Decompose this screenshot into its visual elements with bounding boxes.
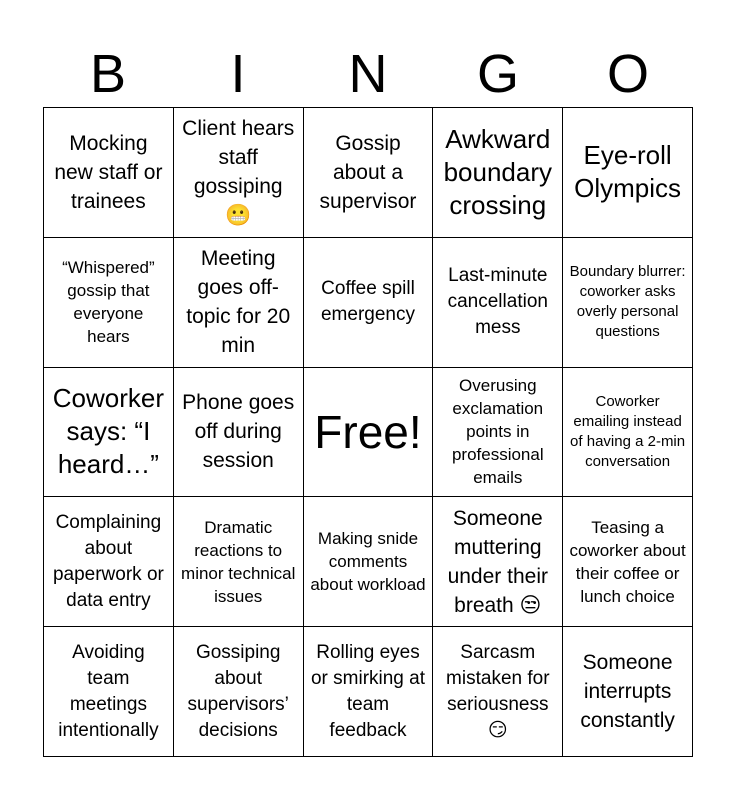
bingo-card [43, 107, 693, 757]
bingo-cell-r1-c5[interactable] [563, 108, 693, 238]
bingo-cell-r3-c2[interactable] [174, 368, 304, 498]
cell-text: Coworker emailing instead of having a 2-min conversation [570, 392, 686, 470]
cell-text: Meeting goes off-topic for 20 min [186, 247, 291, 358]
bingo-cell-r1-c2[interactable] [174, 108, 304, 238]
free-space-label: Free! [314, 405, 422, 458]
header-letter-g: G [476, 44, 519, 104]
cell-text: Dramatic reactions to minor technical issues [181, 517, 296, 606]
bingo-cell-r4-c2[interactable] [174, 497, 304, 627]
cell-text: Sarcasm mistaken for seriousness 😏 [446, 641, 550, 741]
cell-text: Complaining about paperwork or data entry [52, 511, 164, 611]
bingo-cell-r3-c4[interactable] [433, 368, 563, 498]
cell-text: Mocking new staff or trainees [54, 131, 163, 213]
cell-text: Teasing a coworker about their coffee or lunch choice [569, 517, 686, 606]
cell-text: Rolling eyes or smirking at team feedback [310, 641, 425, 741]
bingo-cell-r2-c4[interactable] [433, 238, 563, 368]
bingo-cell-r2-c3[interactable] [304, 238, 434, 368]
bingo-cell-r2-c1[interactable] [44, 238, 174, 368]
header-letter-o: O [606, 44, 649, 104]
bingo-cell-r3-c5[interactable] [563, 368, 693, 498]
bingo-cell-r5-c2[interactable] [174, 627, 304, 757]
bingo-cell-r1-c3[interactable] [304, 108, 434, 238]
cell-text: Coffee spill emergency [320, 278, 415, 326]
cell-text: Avoiding team meetings intentionally [58, 641, 159, 741]
cell-text: Eye-roll Olympics [574, 140, 682, 204]
bingo-cell-r4-c3[interactable] [304, 497, 434, 627]
bingo-cell-r5-c4[interactable] [433, 627, 563, 757]
bingo-cell-r5-c5[interactable] [563, 627, 693, 757]
cell-text: Someone interrupts constantly [580, 651, 675, 733]
bingo-cell-r2-c5[interactable] [563, 238, 693, 368]
cell-text: Client hears staff gossiping 😬 [182, 117, 295, 228]
cell-text: Someone muttering under their breath 😒 [447, 506, 548, 617]
cell-text: “Whispered” gossip that everyone hears [62, 258, 155, 347]
header-letter-b: B [89, 44, 127, 104]
cell-text: Phone goes off during session [182, 391, 295, 473]
bingo-cell-r2-c2[interactable] [174, 238, 304, 368]
bingo-cell-r1-c1[interactable] [44, 108, 174, 238]
header-letter-i: I [230, 44, 246, 104]
free-space[interactable] [304, 368, 434, 498]
cell-text: Overusing exclamation points in professional emails [451, 376, 544, 488]
cell-text: Making snide comments about workload [310, 529, 426, 595]
cell-text: Awkward boundary crossing [443, 123, 552, 220]
bingo-cell-r4-c4[interactable] [433, 497, 563, 627]
cell-text: Coworker says: “I heard…” [52, 383, 165, 480]
cell-text: Last-minute cancellation mess [447, 265, 548, 339]
cell-text: Gossiping about supervisors’ decisions [187, 641, 289, 741]
header-letter-n: N [348, 44, 388, 104]
cell-text: Boundary blurrer: coworker asks overly personal questions [569, 263, 686, 341]
bingo-cell-r4-c1[interactable] [44, 497, 174, 627]
cell-text: Gossip about a supervisor [319, 131, 417, 213]
bingo-cell-r1-c4[interactable] [433, 108, 563, 238]
bingo-cell-r5-c1[interactable] [44, 627, 174, 757]
bingo-cell-r4-c5[interactable] [563, 497, 693, 627]
bingo-header [43, 40, 693, 108]
bingo-cell-r3-c1[interactable] [44, 368, 174, 498]
bingo-cell-r5-c3[interactable] [304, 627, 434, 757]
